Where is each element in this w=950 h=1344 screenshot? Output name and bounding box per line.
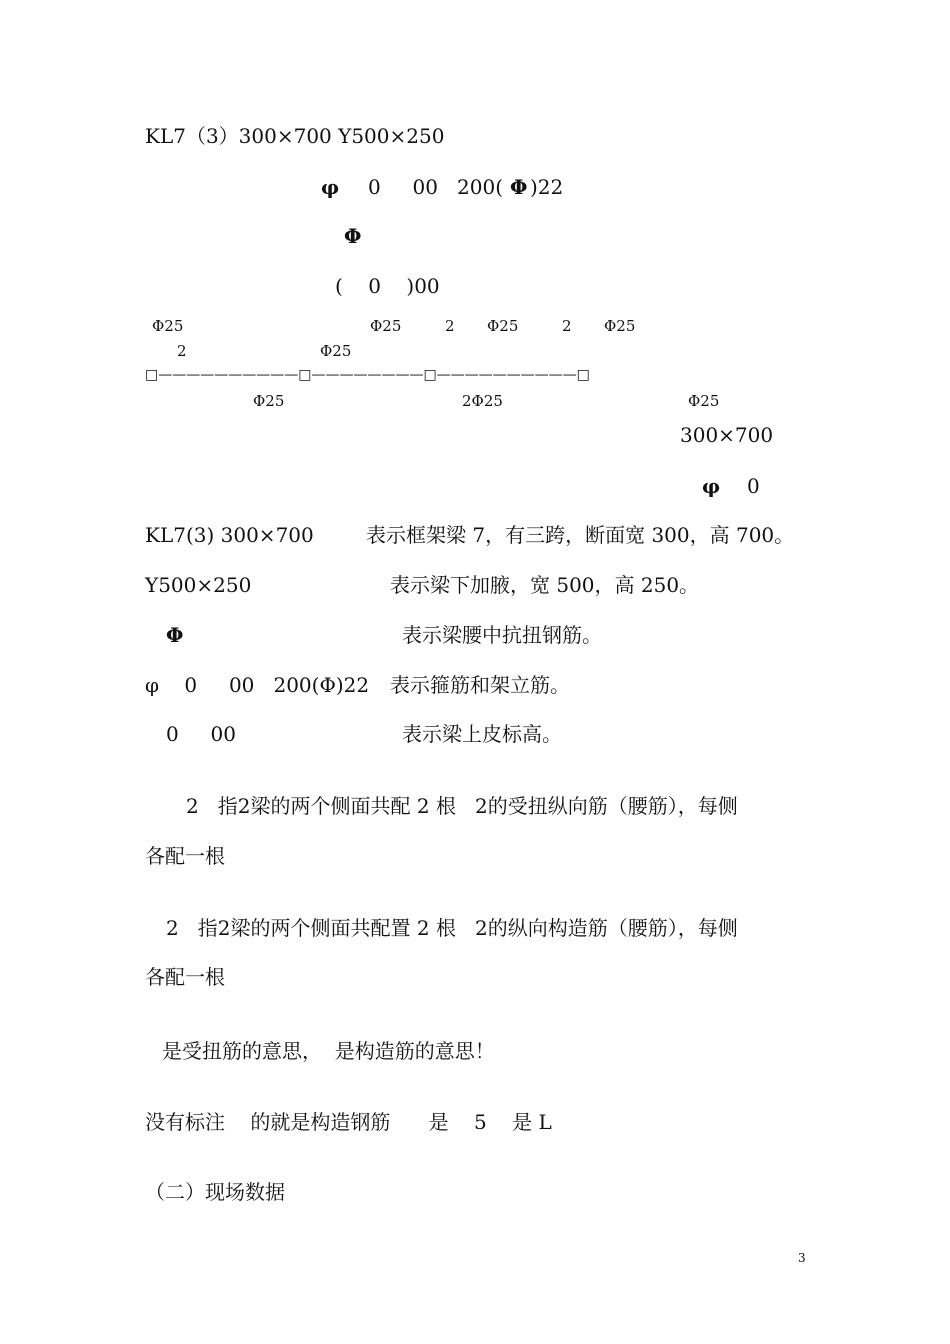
explanation-code: KL7(3) 300×700	[145, 523, 314, 547]
paragraph-structural-line1: 2 指2梁的两个侧面共配置 2 根 2的纵向构造筋（腰筋），每侧	[166, 916, 738, 940]
rebar-count: 2	[177, 342, 187, 360]
paragraph-meaning: 是受扭筋的意思， 是构造筋的意思！	[162, 1039, 495, 1063]
rebar-label: Φ25	[604, 317, 636, 335]
rebar-label: Φ25	[253, 392, 285, 410]
explanation-text: 表示梁上皮标高。	[402, 722, 562, 746]
paragraph-structural-line2: 各配一根	[145, 965, 225, 989]
explanation-text: 表示梁下加腋，宽 500，高 250。	[390, 573, 700, 597]
paragraph-torsion-line2: 各配一根	[145, 844, 225, 868]
section-phi-symbol: φ	[702, 474, 721, 498]
beam-span-line: □——————————□————————□——————————□	[145, 367, 590, 383]
section-value: 0	[747, 474, 760, 498]
explanation-code: Y500×250	[145, 573, 252, 597]
stirrup-phi-inner: Φ	[510, 175, 528, 199]
rebar-label: Φ25	[320, 342, 352, 360]
paragraph-torsion-line1: 2 指2梁的两个侧面共配 2 根 2的受扭纵向筋（腰筋），每侧	[186, 794, 738, 818]
explanation-text: 表示箍筋和架立筋。	[390, 673, 570, 697]
rebar-count: 2	[445, 317, 455, 335]
rebar-label: Φ25	[487, 317, 519, 335]
section-size: 300×700	[680, 423, 774, 447]
explanation-code: Φ	[166, 623, 184, 647]
beam-notation-line: KL7（3）300×700 Y500×250	[145, 124, 445, 148]
explanation-code: φ 0 00 200(Φ)22	[145, 673, 370, 697]
explanation-text: 表示框架梁 7，有三跨，断面宽 300，高 700。	[366, 523, 795, 547]
rebar-label: Φ25	[370, 317, 402, 335]
rebar-label: Φ25	[688, 392, 720, 410]
explanation-text: 表示梁腰中抗扭钢筋。	[402, 623, 602, 647]
rebar-count: 2	[562, 317, 572, 335]
elevation-notation: ( 0 )00	[335, 274, 440, 298]
torsion-phi-symbol: Φ	[344, 224, 362, 248]
section-heading: （二）现场数据	[145, 1180, 285, 1204]
explanation-code: 0 00	[166, 722, 236, 746]
rebar-label: 2Φ25	[462, 392, 503, 410]
rebar-label: Φ25	[152, 317, 184, 335]
stirrup-values: 0 00 200(	[368, 175, 504, 199]
stirrup-phi-symbol: φ	[321, 175, 340, 199]
page-number: 3	[798, 1251, 806, 1265]
paragraph-unmarked: 没有标注 的就是构造钢筋 是 5 是 L	[145, 1110, 552, 1134]
stirrup-values-end: )22	[530, 175, 564, 199]
